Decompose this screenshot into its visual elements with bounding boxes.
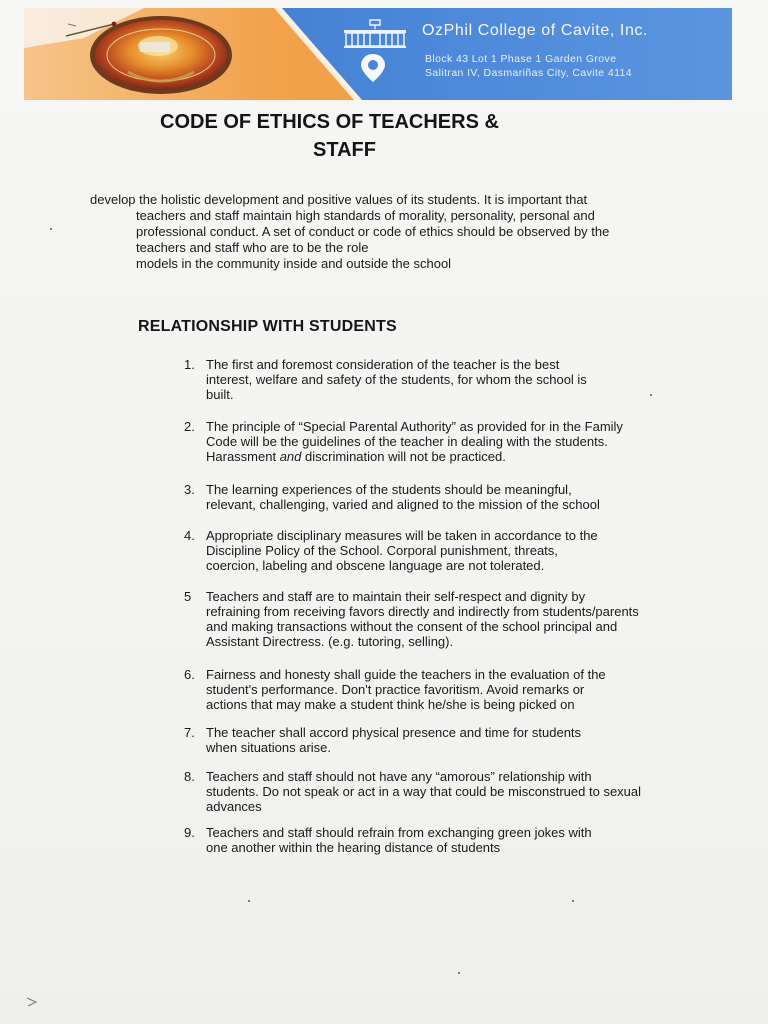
rule-line: The principle of “Special Parental Authority” as provided for in the Family xyxy=(206,419,623,434)
building-icon xyxy=(342,18,408,50)
rule-line: Discipline Policy of the School. Corporal punishment, threats, xyxy=(206,543,558,558)
rule-line: when situations arise. xyxy=(206,740,332,755)
rule-line: student's performance. Don't practice favoritism. Avoid remarks or xyxy=(206,682,585,697)
title-line-1: CODE OF ETHICS OF TEACHERS & xyxy=(160,111,499,133)
scan-speck xyxy=(650,394,652,396)
rule-line: Teachers and staff should refrain from exchanging green jokes with xyxy=(206,825,592,840)
rule-item xyxy=(184,825,704,855)
intro-line: develop the holistic development and positive values of its students. It is important that xyxy=(90,192,588,207)
letterhead-banner xyxy=(24,8,732,100)
rule-text xyxy=(206,725,704,755)
rule-number: 2. xyxy=(184,419,195,434)
scan-speck xyxy=(458,972,460,974)
rule-line: Fairness and honesty shall guide the teachers in the evaluation of the xyxy=(206,667,606,682)
intro-line: teachers and staff who are to be the role xyxy=(136,240,369,255)
rule-text xyxy=(206,528,704,573)
rule-number: 7. xyxy=(184,725,195,740)
rule-line: interest, welfare and safety of the students, for whom the school is xyxy=(206,372,587,387)
rule-number: 9. xyxy=(184,825,195,840)
rule-item xyxy=(184,589,704,649)
rule-item xyxy=(184,419,704,464)
rule-line: advances xyxy=(206,799,262,814)
rule-number: 1. xyxy=(184,357,195,372)
college-name: OzPhil College of Cavite, Inc. xyxy=(422,22,649,39)
rule-item xyxy=(184,482,704,512)
rule-number: 5 xyxy=(184,589,192,604)
rule-line: students. Do not speak or act in a way that could be misconstrued to sexual xyxy=(206,784,642,799)
rule-line: refraining from receiving favors directly and indirectly from students/parents xyxy=(206,604,639,619)
rule-line: one another within the hearing distance of students xyxy=(206,840,501,855)
rule-number: 4. xyxy=(184,528,195,543)
rule-item xyxy=(184,769,704,814)
rule-line: coercion, labeling and obscene language are not tolerated. xyxy=(206,558,545,573)
rule-text xyxy=(206,769,704,814)
rule-line: Teachers and staff should not have any “amorous” relationship with xyxy=(206,769,592,784)
address-line-1: Block 43 Lot 1 Phase 1 Garden Grove xyxy=(425,53,617,65)
title-line-2: STAFF xyxy=(313,139,376,161)
rule-line: The teacher shall accord physical presence and time for students xyxy=(206,725,582,740)
rule-line: built. xyxy=(206,387,234,402)
rule-number: 8. xyxy=(184,769,195,784)
location-pin-icon xyxy=(359,52,387,84)
college-seal-logo xyxy=(88,14,234,96)
rule-text xyxy=(206,589,704,649)
scan-speck xyxy=(248,900,250,902)
corner-scan-mark xyxy=(26,996,40,1008)
rule-line: Assistant Directress. (e.g. tutoring, selling). xyxy=(206,634,454,649)
rule-line: Code will be the guidelines of the teacher in dealing with the students. xyxy=(206,434,608,449)
rule-item xyxy=(184,357,704,402)
rule-text xyxy=(206,825,704,855)
intro-line: models in the community inside and outside the school xyxy=(136,256,452,271)
rule-line: and making transactions without the consent of the school principal and xyxy=(206,619,618,634)
intro-paragraph xyxy=(90,192,670,272)
rule-text xyxy=(206,357,704,402)
rule-line: Teachers and staff are to maintain their self-respect and dignity by xyxy=(206,589,586,604)
rule-line: relevant, challenging, varied and aligned to the mission of the school xyxy=(206,497,600,512)
college-address xyxy=(425,52,632,80)
emphasis-word: and xyxy=(279,449,302,464)
rule-item xyxy=(184,725,704,755)
document-title xyxy=(160,108,540,164)
rule-line: The first and foremost consideration of the teacher is the best xyxy=(206,357,560,372)
rule-text xyxy=(206,419,704,464)
rule-item xyxy=(184,528,704,573)
rule-number: 3. xyxy=(184,482,195,497)
rule-item xyxy=(184,667,704,712)
rule-number: 6. xyxy=(184,667,195,682)
rule-line: actions that may make a student think he/she is being picked on xyxy=(206,697,575,712)
rule-text xyxy=(206,482,704,512)
intro-line: professional conduct. A set of conduct or code of ethics should be observed by the xyxy=(136,224,610,239)
section-heading: RELATIONSHIP WITH STUDENTS xyxy=(138,318,397,335)
rule-line: Appropriate disciplinary measures will be taken in accordance to the xyxy=(206,528,598,543)
scan-speck xyxy=(572,900,574,902)
address-line-2: Salitran IV, Dasmariñas City, Cavite 4114 xyxy=(425,67,633,79)
rule-text xyxy=(206,667,704,712)
intro-line: teachers and staff maintain high standards of morality, personality, personal and xyxy=(136,208,595,223)
scan-speck xyxy=(50,228,52,230)
rule-line: The learning experiences of the students should be meaningful, xyxy=(206,482,572,497)
rule-line: Harassment and discrimination will not be practiced. xyxy=(206,449,506,464)
